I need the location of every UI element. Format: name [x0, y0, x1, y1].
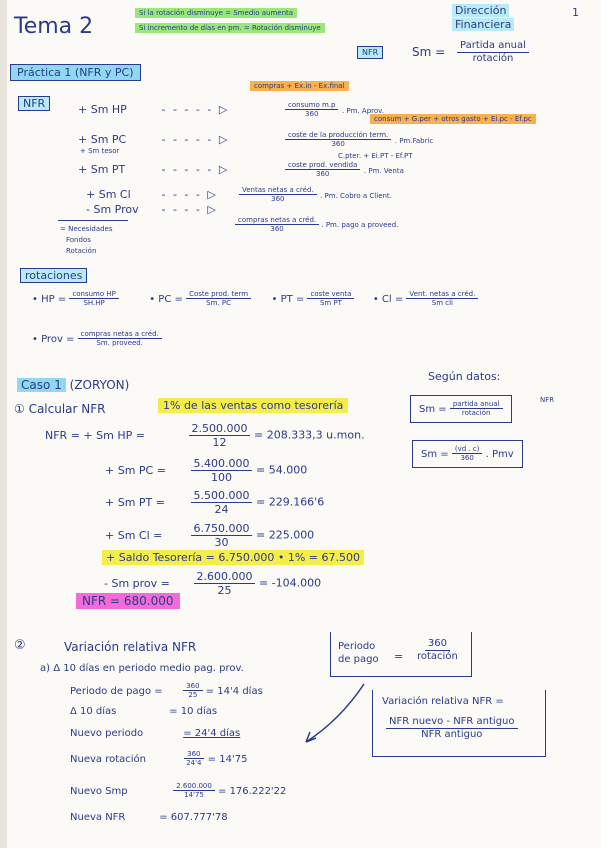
variacion-sub-a: a) Δ 10 días en periodo medio pag. prov.: [40, 663, 244, 674]
pp-box-eq: =: [394, 650, 404, 663]
cprod-note: C.pter. + Ei.PT - Ef.PT: [338, 152, 413, 160]
page-number: 1: [572, 6, 579, 19]
var-delta: Δ 10 días = 10 días: [70, 706, 218, 717]
pp-box-frac: $\frac{360}{\text{rotación}}$: [417, 638, 458, 662]
page-title: Tema 2: [14, 14, 94, 39]
segun-datos: Según datos:: [428, 370, 501, 383]
nfr-tag: NFR: [357, 46, 383, 59]
rotation-note-1: Si la rotación disminuye = Smedio aumenta: [135, 8, 297, 18]
var-periodo: Periodo de pago = $\frac{360}{25}$ = 14'4 días: [70, 682, 263, 700]
binder-margin: [0, 0, 7, 848]
nfr-total: NFR = 680.000: [76, 593, 180, 609]
vr-box-frac: $\frac{\text{NFR nuevo - NFR antiguo}}{\text{NFR antiguo}}$: [386, 716, 518, 741]
row-prov-frac: $\frac{\text{compras netas a créd.}}{360}$ . Pm. pago a proveed.: [235, 216, 398, 234]
caso-heading: Caso 1 (ZORYON): [17, 378, 129, 392]
sm-label: Sm =: [412, 45, 446, 59]
rotation-note-2: Si incremento de días en pm. = Rotación disminuye: [135, 23, 325, 33]
practice-title: Práctica 1 (NFR y PC): [10, 64, 141, 81]
needs-line-3: Rotación: [66, 247, 97, 255]
calc-pt: + Sm PT = $\frac{5.500.000}{24}$ = 229.166'6: [105, 489, 325, 517]
rotaciones-row: • HP = $\frac{\text{consumo HP}}{SH.HP}$ • PC = $\frac{\text{Coste prod. term}}{Sm. PC}$ • PT = $\frac{\text{coste venta}}{\text{Sm PT}}$ • Cl = $\frac{\text{Vent. netas a créd.}}{\text{Sm cli}}$: [32, 290, 478, 308]
var-nueva-rotacion: Nueva rotación $\frac{360}{24'4}$ = 14'75: [70, 750, 248, 768]
step2-number: ②: [14, 638, 26, 653]
row-hp: + Sm HP - - - - - ▷ $\frac{\text{consumo m.p}}{360}$ . Pm. Aprov.: [78, 101, 384, 119]
sm-box: Sm = $\frac{\text{partida anual}}{\text{rotación}}$: [410, 395, 512, 423]
saldo-tesoreria: + Saldo Tesorería = 6.750.000 • 1% = 67.500: [102, 550, 364, 565]
variacion-title: Variación relativa NFR: [64, 640, 197, 654]
sum-divider: [58, 220, 128, 221]
calc-hp: NFR = + Sm HP = $\frac{2.500.000}{12}$ = 208.333,3 u.mon.: [45, 422, 365, 450]
rotacion-prov: • Prov = $\frac{\text{compras netas a créd.}}{\text{Sm. proveed.}}$: [32, 330, 162, 348]
sm-formula: [412, 40, 529, 65]
treasury-note: 1% de las ventas como tesorería: [158, 398, 348, 413]
needs-line-2: Fondos: [66, 236, 91, 244]
row-pc: + Sm PC - - - - - ▷ $\frac{\text{coste de la producción term.}}{360}$ . Pm.Fabric: [78, 131, 434, 149]
consum-note: consum + G.per + otros gasto + Ei.pc - Ef.pc: [370, 114, 536, 124]
sm-num: Partida anual: [457, 40, 529, 53]
nfr-label: NFR: [18, 96, 50, 111]
pp-box-label: Periodo de pago: [338, 641, 379, 665]
subject-line-2: Financiera: [452, 18, 514, 31]
row-pt: + Sm PT - - - - - ▷ $\frac{\text{coste prod. vendida}}{360}$ . Pm. Venta: [78, 161, 404, 179]
var-nueva-nfr: Nueva NFR = 607.777'78: [70, 812, 228, 823]
row-cl: + Sm Cl - - - - ▷ $\frac{\text{Ventas netas a créd.}}{360}$ . Pm. Cobro a Client.: [86, 186, 392, 204]
row-tesor: + Sm tesor: [80, 147, 120, 155]
calc-prov: - Sm prov = $\frac{2.600.000}{25}$ = -104.000: [104, 570, 322, 598]
sm2-box: Sm = $\frac{(vd . c)}{360}$ . Pmv: [412, 440, 523, 468]
compras-note: compras + Ex.in - Ex.final: [250, 81, 349, 91]
arrow-icon: [300, 680, 370, 750]
var-nuevo-smp: Nuevo Smp $\frac{2.600.000}{14'75}$ = 176.222'22: [70, 782, 287, 800]
sm-box-nfr: NFR: [540, 396, 555, 404]
calc-pc: + Sm PC = $\frac{5.400.000}{100}$ = 54.000: [105, 457, 308, 485]
vr-box-title: Variación relativa NFR =: [382, 696, 504, 707]
row-prov: - Sm Prov - - - - ▷: [86, 203, 218, 216]
calc-cl: + Sm Cl = $\frac{6.750.000}{30}$ = 225.000: [105, 522, 315, 550]
rotaciones-title: rotaciones: [20, 268, 87, 283]
subject-line-1: Dirección: [452, 4, 509, 17]
var-nuevo-periodo: Nuevo periodo = 24'4 días: [70, 728, 241, 739]
step1-label: ① Calcular NFR: [14, 402, 106, 416]
needs-line-1: = Necesidades: [60, 225, 113, 233]
sm-den: rotación: [472, 53, 514, 64]
